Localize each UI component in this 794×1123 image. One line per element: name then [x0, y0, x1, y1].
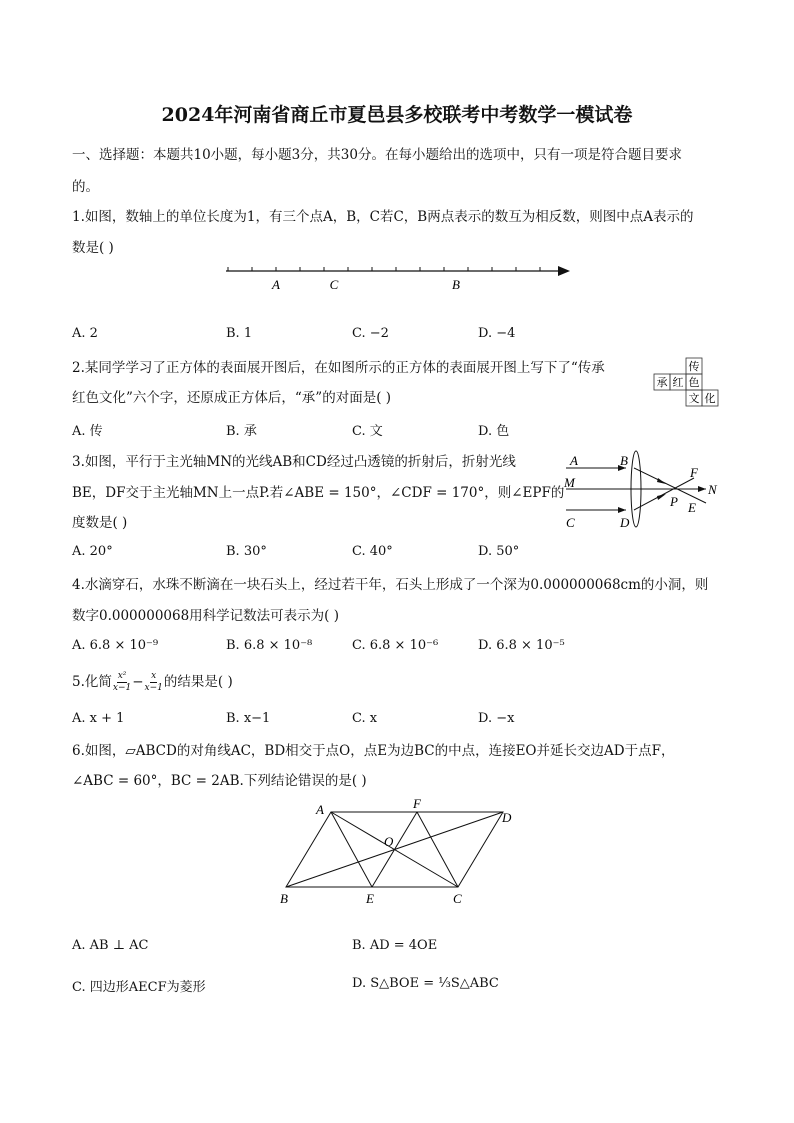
q4-option-b: B. 6.8 × 10⁻⁸ — [226, 638, 313, 653]
net-cell-hua: 化 — [704, 393, 716, 405]
label-m: M — [564, 475, 575, 490]
q4-stem-line1: 4.水滴穿石，水珠不断滴在一块石头上，经过若干年，石头上形成了一个深为0.000000068cm的小洞，则 — [72, 577, 709, 593]
q5-frac1-den: x−1 — [112, 682, 132, 693]
q4-option-d: D. 6.8 × 10⁻⁵ — [478, 638, 565, 653]
q1-option-a: A. 2 — [72, 326, 98, 341]
point-b-label: B — [452, 277, 460, 292]
q4-stem-line2: 数字0.000000068用科学记数法可表示为( ) — [72, 608, 340, 624]
label-a: A — [316, 802, 324, 817]
q5-fraction-2 — [145, 671, 163, 694]
section-heading-line1: 一、选择题：本题共10小题，每小题3分，共30分。在每小题给出的选项中，只有一项是符合题目要求 — [72, 147, 682, 163]
q2-stem-line1: 2.某同学学习了正方体的表面展开图后，在如图所示的正方体的表面展开图上写下了“传承 — [72, 360, 605, 376]
q5-prefix: 5.化简 — [72, 674, 112, 690]
number-line-arrow — [558, 266, 570, 276]
q5-frac2-den: x−1 — [144, 682, 163, 693]
label-b: B — [620, 453, 628, 468]
label-p: P — [670, 494, 678, 509]
label-c: C — [566, 515, 575, 530]
label-b: B — [280, 891, 288, 906]
q1-stem-line1: 1.如图，数轴上的单位长度为1，有三个点A，B，C若C，B两点表示的数互为相反数，则图中点A表示的 — [72, 209, 694, 225]
q6-stem-line2: ∠ABC = 60°，BC = 2AB.下列结论错误的是( ) — [72, 773, 367, 789]
number-line-ticks — [228, 267, 540, 271]
q1-stem-line2: 数是( ) — [72, 240, 114, 256]
segment-ef — [372, 812, 417, 887]
label-f: F — [690, 465, 698, 480]
segment-fc — [417, 812, 458, 887]
q2-option-a: A. 传 — [72, 424, 103, 439]
segment-ae — [331, 812, 372, 887]
q3-option-d: D. 50° — [478, 544, 520, 559]
label-e: E — [688, 500, 696, 515]
q5-fraction-1 — [113, 671, 131, 694]
net-cell-chuan: 传 — [688, 361, 700, 373]
q5-option-d: D. −x — [478, 711, 515, 726]
page-title: 2024年河南省商丘市夏邑县多校联考中考数学一模试卷 — [161, 104, 633, 126]
section-heading-line2: 的。 — [72, 179, 99, 195]
net-cell-hong: 红 — [672, 377, 684, 389]
label-d: D — [620, 515, 630, 530]
q5-frac2-num: x — [151, 670, 157, 681]
point-a-label: A — [272, 277, 280, 292]
q4-option-c: C. 6.8 × 10⁻⁶ — [352, 638, 439, 653]
label-c: C — [453, 891, 462, 906]
net-cell-se: 色 — [688, 377, 700, 389]
cube-net-figure — [652, 356, 724, 408]
q6-option-b: B. AD = 4OE — [352, 938, 438, 953]
net-cell-wen: 文 — [688, 393, 700, 405]
lens-figure — [558, 448, 730, 534]
q6-option-c: C. 四边形AECF为菱形 — [72, 980, 206, 995]
q5-frac1-num: x² — [117, 670, 127, 681]
q1-option-d: D. −4 — [478, 326, 516, 341]
q3-option-a: A. 20° — [72, 544, 113, 559]
q4-option-a: A. 6.8 × 10⁻⁹ — [72, 638, 159, 653]
label-f: F — [413, 796, 421, 811]
parallelogram-figure — [276, 796, 526, 908]
q3-stem-line2: BE，DF交于主光轴MN上一点P.若∠ABE = 150°，∠CDF = 170°，则∠EPF的 — [72, 485, 565, 501]
q5-suffix: 的结果是( ) — [163, 674, 233, 690]
q2-option-d: D. 色 — [478, 424, 510, 439]
q2-option-c: C. 文 — [352, 424, 383, 439]
q5-stem — [72, 668, 233, 696]
label-a: A — [570, 453, 578, 468]
q3-option-c: C. 40° — [352, 544, 393, 559]
label-o: O — [384, 834, 394, 849]
q6-stem-line1: 6.如图，▱ABCD的对角线AC，BD相交于点O，点E为边BC的中点，连接EO并延长交边AD于点F， — [72, 743, 675, 759]
q3-option-b: B. 30° — [226, 544, 267, 559]
label-e: E — [366, 891, 374, 906]
q5-minus: − — [132, 674, 144, 690]
point-c-label: C — [329, 277, 339, 292]
q5-option-a: A. x + 1 — [72, 711, 125, 726]
q5-option-b: B. x−1 — [226, 711, 271, 726]
q2-option-b: B. 承 — [226, 424, 257, 439]
q1-option-c: C. −2 — [352, 326, 389, 341]
q5-option-c: C. x — [352, 711, 378, 726]
number-line-figure — [220, 258, 580, 294]
q6-option-d: D. S△BOE = ⅓S△ABC — [352, 976, 499, 991]
q2-stem-line2: 红色文化”六个字，还原成正方体后，“承”的对面是( ) — [72, 390, 392, 406]
q3-stem-line1: 3.如图，平行于主光轴MN的光线AB和CD经过凸透镜的折射后，折射光线 — [72, 454, 516, 470]
q6-option-a: A. AB ⊥ AC — [72, 938, 149, 953]
label-n: N — [708, 482, 717, 497]
q1-option-b: B. 1 — [226, 326, 253, 341]
q3-stem-line3: 度数是( ) — [72, 515, 128, 531]
label-d: D — [502, 810, 512, 825]
net-cell-cheng: 承 — [656, 377, 668, 389]
